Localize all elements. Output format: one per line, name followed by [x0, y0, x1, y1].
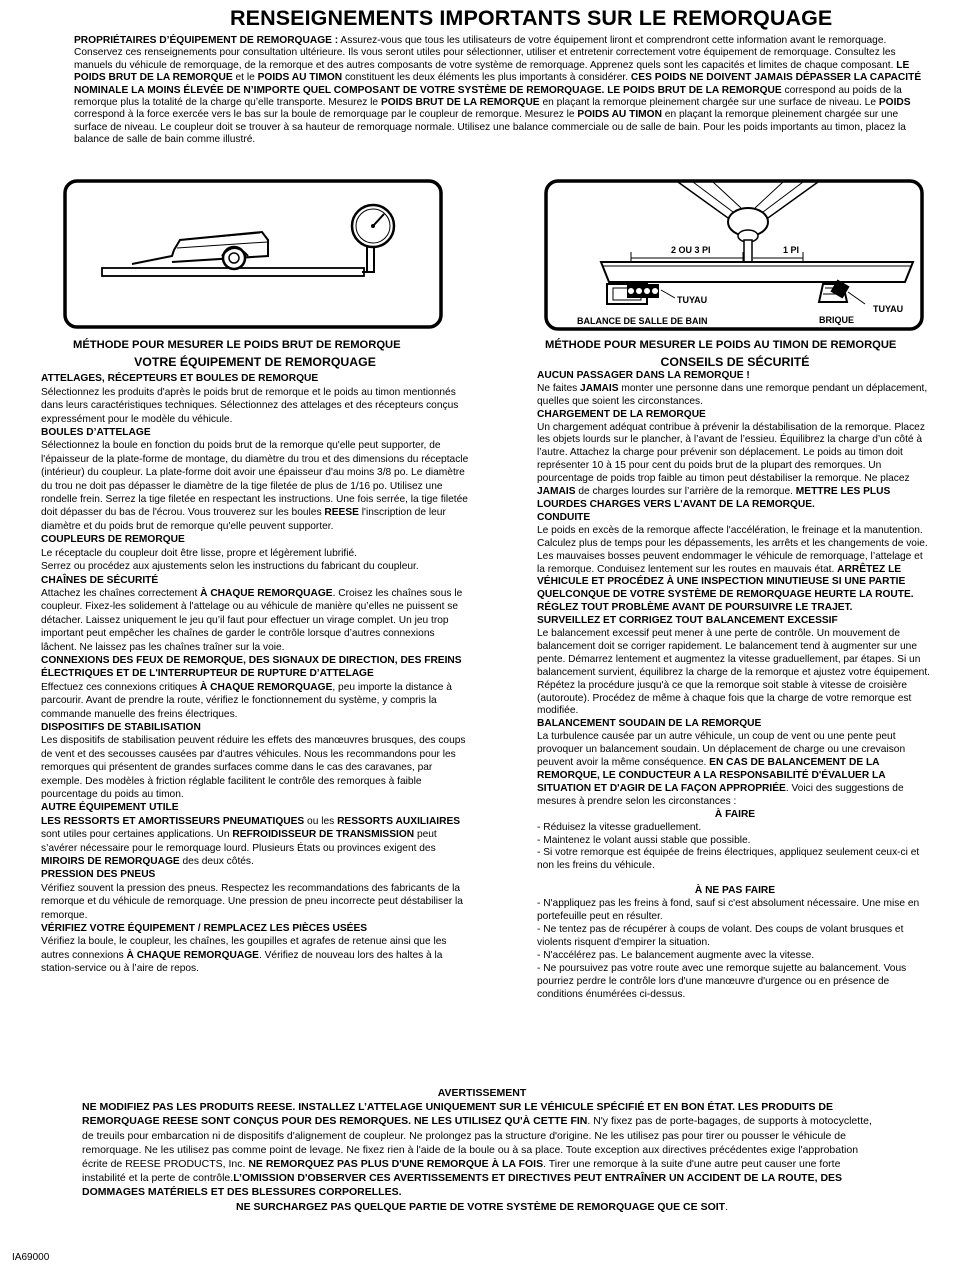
dont-item: - Ne poursuivez pas votre route avec une remorque sujette au balancement. Vous pourriez perdre le contrôle lors d'une manœuvre d'urgence ou en présence de conditions énumérées ci-dessus.: [537, 962, 907, 1000]
section-heading: AUTRE ÉQUIPEMENT UTILE: [41, 802, 179, 814]
section-text: Les dispositifs de stabilisation peuvent réduire les effets des manœuvres brusques, des coups de vent et des secousses causées par d'autres véhicules. Nous les recommandons pour les remorques qui présentent de grandes surfaces comme dans le cas des caravanes, par exemple. Des modèles à friction réglable facilitent le contrôle des remorques à faible pourcentage du poids au timon.: [41, 735, 466, 800]
warning-text: NE MODIFIEZ PAS LES PRODUITS REESE. INSTALLEZ L’ATTELAGE UNIQUEMENT SUR LE VÉHICULE SPÉCIFIÉ ET EN BON ÉTAT. LES PRODUITS DE REMORQUAGE REESE SONT CONÇUS POUR DES REMORQUES. NE LES UTILISEZ QU'À CETTE FIN. N'y fixez pas de porte-bagages, de supports à motocyclette, de treuils pour embarcation ni de dispositifs d'alignement de coupleur. Ne prolongez pas la structure d'origine. Ne les utilisez pas pour tirer ou pousser le véhicule de remorquage. Ne les utilisez pas comme point de levage. Ne fixez rien à l'aide de la boule ou à sa place. Toute exception aux directives précédentes exige l'approbation écrite de REESE PRODUCTS, Inc. NE REMORQUEZ PAS PLUS D'UNE REMORQUE À LA FOIS. Tirer une remorque à la suite d'une autre peut causer une forte instabilité et la perte de contrôle.L’OMISSION D'OBSERVER CES AVERTISSEMENTS ET DIRECTIVES PEUT ENTRAÎNER UN ACCIDENT DE LA ROUTE, DES DOMMAGES MATÉRIELS ET DES BLESSURES CORPORELLES.: [82, 1101, 872, 1199]
document-code: IA69000: [12, 1252, 50, 1263]
scale-label: BALANCE DE SALLE DE BAIN: [577, 316, 708, 326]
section-heading: BOULES D’ATTELAGE: [41, 427, 151, 439]
pipe-label-left: TUYAU: [677, 295, 708, 305]
equipment-column: [41, 356, 469, 976]
section-heading: CONDUITE: [537, 511, 591, 523]
section-heading: AUCUN PASSAGER DANS LA REMORQUE !: [537, 369, 750, 381]
gross-weight-illustration: [62, 178, 444, 330]
section-heading: COUPLEURS DE REMORQUE: [41, 534, 185, 546]
section-text: Sélectionnez les produits d'après le poids brut de remorque et le poids au timon mentionnés dans leurs caractéristiques techniques. Sélectionnez des attelages et des récepteurs conçus expressément pour le modèle du véhicule.: [41, 386, 459, 425]
section-heading: SURVEILLEZ ET CORRIGEZ TOUT BALANCEMENT EXCESSIF: [537, 615, 838, 627]
section-text: Attachez les chaînes correctement À CHAQUE REMORQUAGE. Croisez les chaînes sous le coupleur. Fixez-les solidement à l'attelage ou au véhicule de manière qu’elles ne puissent se détacher. Laissez uniquement le jeu qu’il faut pour effectuer un virage complet. Un jeu trop important peut empêcher les chaînes de garder le contrôle lorsque d’autres connexions lâchent. Ne laissez pas les chaînes traîner sur la voie.: [41, 587, 463, 653]
do-heading: À FAIRE: [714, 808, 756, 820]
section-heading: ATTELAGES, RÉCEPTEURS ET BOULES DE REMORQUE: [41, 373, 319, 385]
warning-final: NE SURCHARGEZ PAS QUELQUE PARTIE DE VOTRE SYSTÈME DE REMORQUAGE QUE CE SOIT.: [235, 1200, 728, 1213]
section-heading: CONNEXIONS DES FEUX DE REMORQUE, DES SIGNAUX DE DIRECTION, DES FREINS ÉLECTRIQUES ET DE L'INTERRUPTEUR DE RUPTURE D’ATTELAGE: [41, 654, 462, 680]
section-heading: PRESSION DES PNEUS: [41, 869, 156, 881]
section-text: Le balancement excessif peut mener à une perte de contrôle. Un mouvement de balancement doit se corriger rapidement. Le balancement tend à augmenter sur une pente. Démarrez lentement et augmentez la vitesse graduellement, par étapes. Si un balancement survient, équilibrez la charge de la remorque et ajustez votre équipement. Répétez la procédure jusqu'à ce que la remorque soit stable à vitesse de croisière (autoroute). Procédez de même à chaque fois que la charge de votre remorque est modifiée.: [537, 628, 931, 717]
safety-column: [537, 356, 933, 1001]
do-item: - Réduisez la vitesse graduellement.: [537, 821, 702, 833]
intro-text: PROPRIÉTAIRES D’ÉQUIPEMENT DE REMORQUAGE : Assurez-vous que tous les utilisateurs de votre équipement liront et comprendront cette information avant le remorquage. Conservez ces renseignements pour consultation ultérieure. Ils vous seront utiles pour sélectionner, utiliser et entretenir correctement votre équipement de remorquage. Consultez les manuels du véhicule de remorquage, de la remorque et des autres composants de votre système de remorquage. Apprenez quels sont les capacités et limites de chaque composant. LE POIDS BRUT DE LA REMORQUE et le POIDS AU TIMON constituent les deux éléments les plus importants à considérer. CES POIDS NE DOIVENT JAMAIS DÉPASSER LA CAPACITÉ NOMINALE LA MOINS ÉLEVÉE DE N’IMPORTE QUEL COMPOSANT DE VOTRE SYSTÈME DE REMORQUAGE. LE POIDS BRUT DE LA REMORQUE correspond au poids de la remorque plus la totalité de la charge qu’elle transporte. Mesurez le POIDS BRUT DE LA REMORQUE en plaçant la remorque pleinement chargée sur une surface de niveau. Le POIDS correspond à la force exercée vers le bas sur la boule de remorquage par le coupleur de remorque. Mesurez le POIDS AU TIMON en plaçant la remorque pleinement chargée sur une surface de niveau. Le coupleur doit se trouver à sa hauteur de remorquage normale. Utilisez une balance commerciale ou de salle de bain. Pour les poids importants au timon, placez la balance de salle de bain comme illustré.: [74, 35, 922, 146]
section-text: Sélectionnez la boule en fonction du poids brut de la remorque qu'elle peut supporter, de l'épaisseur de la plate-forme de montage, du diamètre du trou et des dimensions du réceptacle (intérieur) du coupleur. La plate-forme doit avoir une épaisseur d'au moins 3/8 po. Le diamètre du trou ne doit pas dépasser le diamètre de la tige filetée de plus de 1/16 po. Utilisez une rondelle frein. Serrez la tige filetée en respectant les instructions. Une fois serrée, la tige filetée doit dépasser du bas de l'écrou. Vous trouverez sur les boules REESE l'inscription de leur diamètre et du poids brut de remorque qu'elle peuvent supporter.: [41, 440, 469, 532]
do-item: - Si votre remorque est équipée de freins électriques, appliquez seulement ceux-ci et non les freins du véhicule.: [537, 847, 920, 872]
dont-item: - N'accélérez pas. Le balancement augmente avec la vitesse.: [537, 949, 815, 961]
dist-label-1: 1 PI: [783, 245, 800, 255]
section-heading: BALANCEMENT SOUDAIN DE LA REMORQUE: [537, 718, 762, 730]
section-heading: CHARGEMENT DE LA REMORQUE: [537, 408, 706, 420]
safety-heading: CONSEILS DE SÉCURITÉ: [660, 355, 810, 369]
do-item: - Maintenez le volant aussi stable que possible.: [537, 834, 751, 846]
section-text: Ne faites JAMAIS monter une personne dans une remorque pendant un déplacement, quelles que soient les circonstances.: [537, 382, 928, 407]
tongue-weight-illustration: [543, 178, 925, 332]
section-text: La turbulence causée par un autre véhicule, un coup de vent ou une pente peut provoquer un balancement soudain. Un déplacement de charge ou une crevaison peuvent avoir la même conséquence. EN CAS DE BALANCEMENT DE LA REMORQUE, LE CONDUCTEUR A LA RESPONSABILITÉ D'ÉVALUER LA SITUATION ET D'AGIR DE LA FAÇON APPROPRIÉE. Voici des suggestions de mesures à prendre selon les circonstances :: [537, 731, 906, 807]
section-heading: CHAÎNES DE SÉCURITÉ: [41, 574, 159, 586]
section-heading: VÉRIFIEZ VOTRE ÉQUIPEMENT / REMPLACEZ LES PIÈCES USÉES: [41, 923, 368, 935]
dont-heading: À NE PAS FAIRE: [694, 885, 776, 897]
warning-title: AVERTISSEMENT: [437, 1087, 527, 1099]
pipe-label-right: TUYAU: [873, 304, 904, 314]
section-text: Un chargement adéquat contribue à prévenir la déstabilisation de la remorque. Placez les objets lourds sur le plancher, à l’avant de l’essieu. Équilibrez la charge d’un côté à l’autre. Attachez la charge pour prévenir son déplacement. Le poids au timon doit représenter 10 à 15 pour cent du poids brut de la plupart des remorques. Un pourcentage de poids trop faible au timon peut déstabiliser la remorque. Ne placez JAMAIS de charges lourdes sur l’arrière de la remorque. METTRE LES PLUS LOURDES CHARGES VERS L'AVANT DE LA REMORQUE.: [537, 421, 925, 510]
dont-item: - Ne tentez pas de récupérer à coups de volant. Des coups de volant brusques et violents risquent d'empirer la situation.: [537, 923, 904, 948]
section-text: Le réceptacle du coupleur doit être lisse, propre et légèrement lubrifié.: [41, 547, 357, 559]
left-figure-caption: MÉTHODE POUR MESURER LE POIDS BRUT DE REMORQUE: [73, 339, 401, 351]
section-text: Vérifiez souvent la pression des pneus. Respectez les recommandations des fabricants de la remorque et du véhicule de remorquage. Une pression de pneu incorrecte peut déstabiliser la remorque.: [41, 882, 463, 921]
dist-label-2-3: 2 OU 3 PI: [671, 245, 711, 255]
page-title: RENSEIGNEMENTS IMPORTANTS SUR LE REMORQUAGE: [230, 6, 833, 30]
equipment-heading: VOTRE ÉQUIPEMENT DE REMORQUAGE: [134, 355, 376, 369]
section-heading: DISPOSITIFS DE STABILISATION: [41, 721, 201, 733]
section-text: LES RESSORTS ET AMORTISSEURS PNEUMATIQUES ou les RESSORTS AUXILIAIRES sont utiles pour certaines applications. Un REFROIDISSEUR DE TRANSMISSION peut s’avérer nécessaire pour le remorquage lourd. Plusieurs États ou provinces exigent des MIROIRS DE REMORQUAGE des deux côtés.: [41, 815, 461, 868]
right-figure-caption: MÉTHODE POUR MESURER LE POIDS AU TIMON DE REMORQUE: [545, 339, 897, 351]
section-text: Serrez ou procédez aux ajustements selon les instructions du fabricant du coupleur.: [41, 561, 419, 573]
section-text: Le poids en excès de la remorque affecte l'accélération, le freinage et la manutention. Calculez plus de temps pour les dépassements, les arrêts et les changements de voie. Les mauvaises bosses peuvent endommager le véhicule de remorquage, l’attelage et la remorque. Conduisez lentement sur les routes en mauvais état. ARRÊTEZ LE VÉHICULE ET PROCÉDEZ À UNE INSPECTION MINUTIEUSE SI UNE PARTIE QUELCONQUE DE VOTRE SYSTÈME DE REMORQUAGE HEURTE LA ROUTE. RÉGLEZ TOUT PROBLÈME AVANT DE POURSUIVRE LE TRAJET.: [537, 524, 928, 614]
brick-label: BRIQUE: [819, 315, 855, 325]
dont-item: - N'appliquez pas les freins à fond, sauf si c'est absolument nécessaire. Une mise en portefeuille peut en résulter.: [537, 898, 920, 923]
section-text: Effectuez ces connexions critiques À CHAQUE REMORQUAGE, peu importe la distance à parcourir. Avant de prendre la route, vérifiez le fonctionnement du système, y compris la commande manuelle des freins électriques.: [41, 681, 452, 720]
warning-block: [82, 1086, 882, 1214]
section-text: Vérifiez la boule, le coupleur, les chaînes, les goupilles et agrafes de retenue ainsi que les autres connexions À CHAQUE REMORQUAGE. Vérifiez de nouveau lors des haltes à la station-service ou à l’aire de repos.: [41, 936, 447, 975]
